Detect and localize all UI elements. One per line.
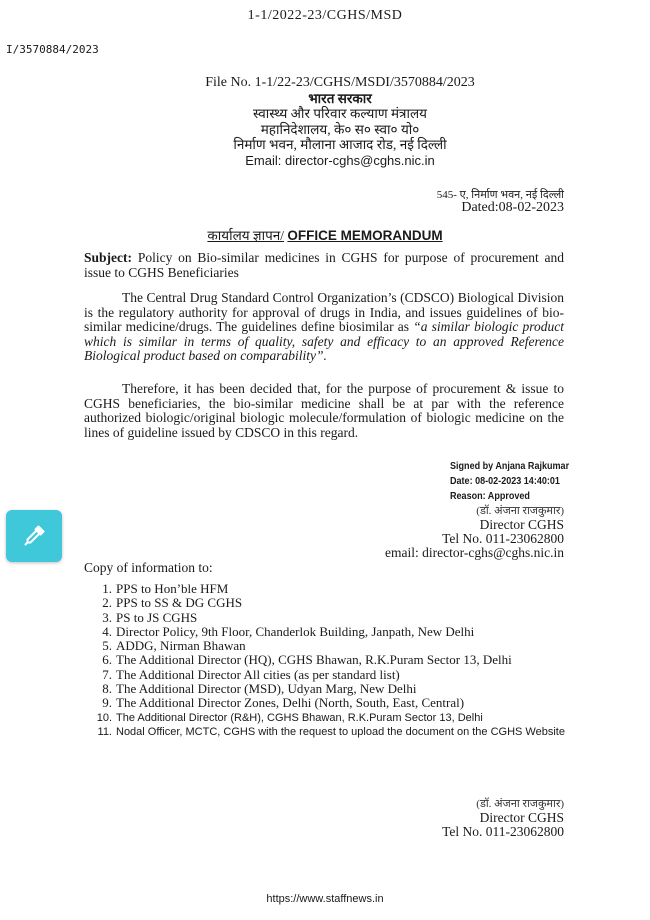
copy-list-item — [96, 711, 566, 725]
signatory-email: email: director-cghs@cghs.nic.in — [385, 545, 564, 560]
copy-list-text: The Additional Director (MSD), Udyan Marg, New Delhi — [116, 681, 417, 697]
signed-by: Signed by Anjana Rajkumar — [450, 460, 570, 472]
copy-list-item — [96, 582, 566, 596]
eyedropper-icon — [22, 524, 46, 548]
copy-list-number: 2. — [102, 595, 112, 611]
memo-title-hindi: कार्यालय ज्ञापन/ — [207, 228, 284, 243]
copy-list-text: The Additional Director Zones, Delhi (North, South, East, Central) — [116, 695, 465, 711]
copy-list-number: 4. — [102, 623, 112, 639]
top-reference: 1-1/2022-23/CGHS/MSD — [247, 8, 403, 23]
letterhead-line-address: निर्माण भवन, मौलाना आजाद रोड, नई दिल्ली — [233, 137, 447, 152]
signatory-designation-2: Director CGHS — [479, 810, 564, 825]
copy-list-text: PPS to Hon’ble HFM — [116, 581, 229, 596]
copy-list-item — [96, 725, 566, 739]
footer-url[interactable]: https://www.staffnews.in — [266, 893, 384, 905]
copy-list-item — [96, 625, 566, 639]
letterhead-email: Email: director-cghs@cghs.nic.in — [245, 152, 435, 168]
subject-text: Policy on Bio-similar medicines in CGHS for purpose of procurement and issue to CGHS Beneficiaries — [84, 250, 565, 280]
copy-list-item — [96, 696, 566, 710]
subject — [84, 251, 564, 280]
office-address: 545- ए, निर्माण भवन, नई दिल्ली — [436, 189, 564, 201]
copy-list-number: 9. — [102, 695, 112, 711]
copy-list-number: 7. — [102, 666, 112, 682]
subject-label: Subject: — [84, 250, 132, 265]
letterhead-line-directorate: महानिदेशालय, के० स० स्वा० यो० — [260, 121, 420, 137]
copy-list-number: 10. — [96, 711, 112, 724]
copy-list-item — [96, 668, 566, 682]
paragraph-1-quote: “a similar biologic product which is similar in terms of quality, safety and efficacy to an approved Reference Biological product based on comparability”. — [84, 319, 564, 363]
copy-list-text: ADDG, Nirman Bhawan — [116, 638, 246, 654]
signatory-tel-2: Tel No. 011-23062800 — [442, 824, 564, 839]
signatory-designation: Director CGHS — [479, 517, 564, 532]
copy-list-text: Director Policy, 9th Floor, Chanderlok Building, Janpath, New Delhi — [116, 623, 475, 639]
paragraph-1 — [84, 291, 564, 364]
copy-list-item — [96, 611, 566, 625]
letterhead-line-ministry: स्वास्थ्य और परिवार कल्याण मंत्रालय — [253, 106, 427, 121]
copy-list-number: 8. — [102, 681, 112, 697]
copy-list-number: 6. — [102, 652, 112, 668]
copy-list-text: PS to JS CGHS — [116, 609, 198, 625]
digital-signature — [450, 459, 570, 504]
copy-list-text: The Additional Director (HQ), CGHS Bhawan, R.K.Puram Sector 13, Delhi — [116, 652, 512, 668]
signature-reason: Reason: Approved — [450, 490, 530, 502]
signatory-tel: Tel No. 011-23062800 — [442, 531, 564, 546]
signature-date: Date: 08-02-2023 14:40:01 — [450, 475, 560, 487]
copy-list-item — [96, 596, 566, 610]
memo-title — [0, 226, 650, 244]
signatory-name: (डॉ. अंजना राजकुमार) — [476, 505, 564, 517]
copy-list-number: 3. — [102, 609, 112, 625]
side-reference: I/3570884/2023 — [6, 43, 99, 56]
memo-title-english: OFFICE MEMORANDUM — [287, 228, 443, 243]
paragraph-2: Therefore, it has been decided that, for the purpose of procurement & issue to CGHS beneficiaries, the bio-similar medicine shall be at par with the reference authorized biologic/original biologic molecule/formulation of biologic medicine on the lines of guideline issued by CDSCO in this regard. — [84, 381, 564, 440]
copy-list-item — [96, 682, 566, 696]
copy-list-text: PPS to SS & DG CGHS — [116, 595, 243, 611]
copy-list-item — [96, 653, 566, 667]
copy-list — [96, 582, 566, 739]
copy-title: Copy of information to: — [84, 560, 213, 575]
copy-list-number: 11. — [97, 725, 112, 738]
copy-list-text: Nodal Officer, MCTC, CGHS with the request to upload the document on the CGHS Website — [116, 725, 565, 738]
copy-list-number: 5. — [102, 638, 112, 654]
copy-list-text: The Additional Director (R&H), CGHS Bhawan, R.K.Puram Sector 13, Delhi — [116, 711, 483, 724]
letterhead-line-govt: भारत सरकार — [308, 90, 372, 106]
signatory-name-2: (डॉ. अंजना राजकुमार) — [476, 798, 564, 810]
memo-date: Dated:08-02-2023 — [461, 200, 564, 215]
edit-fab-button[interactable] — [6, 510, 62, 562]
file-number: File No. 1-1/22-23/CGHS/MSDI/3570884/2023 — [205, 75, 475, 90]
letterhead — [160, 75, 520, 168]
copy-list-number: 1. — [102, 581, 112, 596]
paragraph-1-text: The Central Drug Standard Control Organization’s (CDSCO) Biological Division is the regulatory authority for approval of drugs in India, and issues guidelines of bio-similar medicine/drugs. The guidelines define biosimilar as — [84, 290, 564, 334]
copy-list-item — [96, 639, 566, 653]
copy-list-text: The Additional Director All cities (as per standard list) — [116, 666, 400, 682]
